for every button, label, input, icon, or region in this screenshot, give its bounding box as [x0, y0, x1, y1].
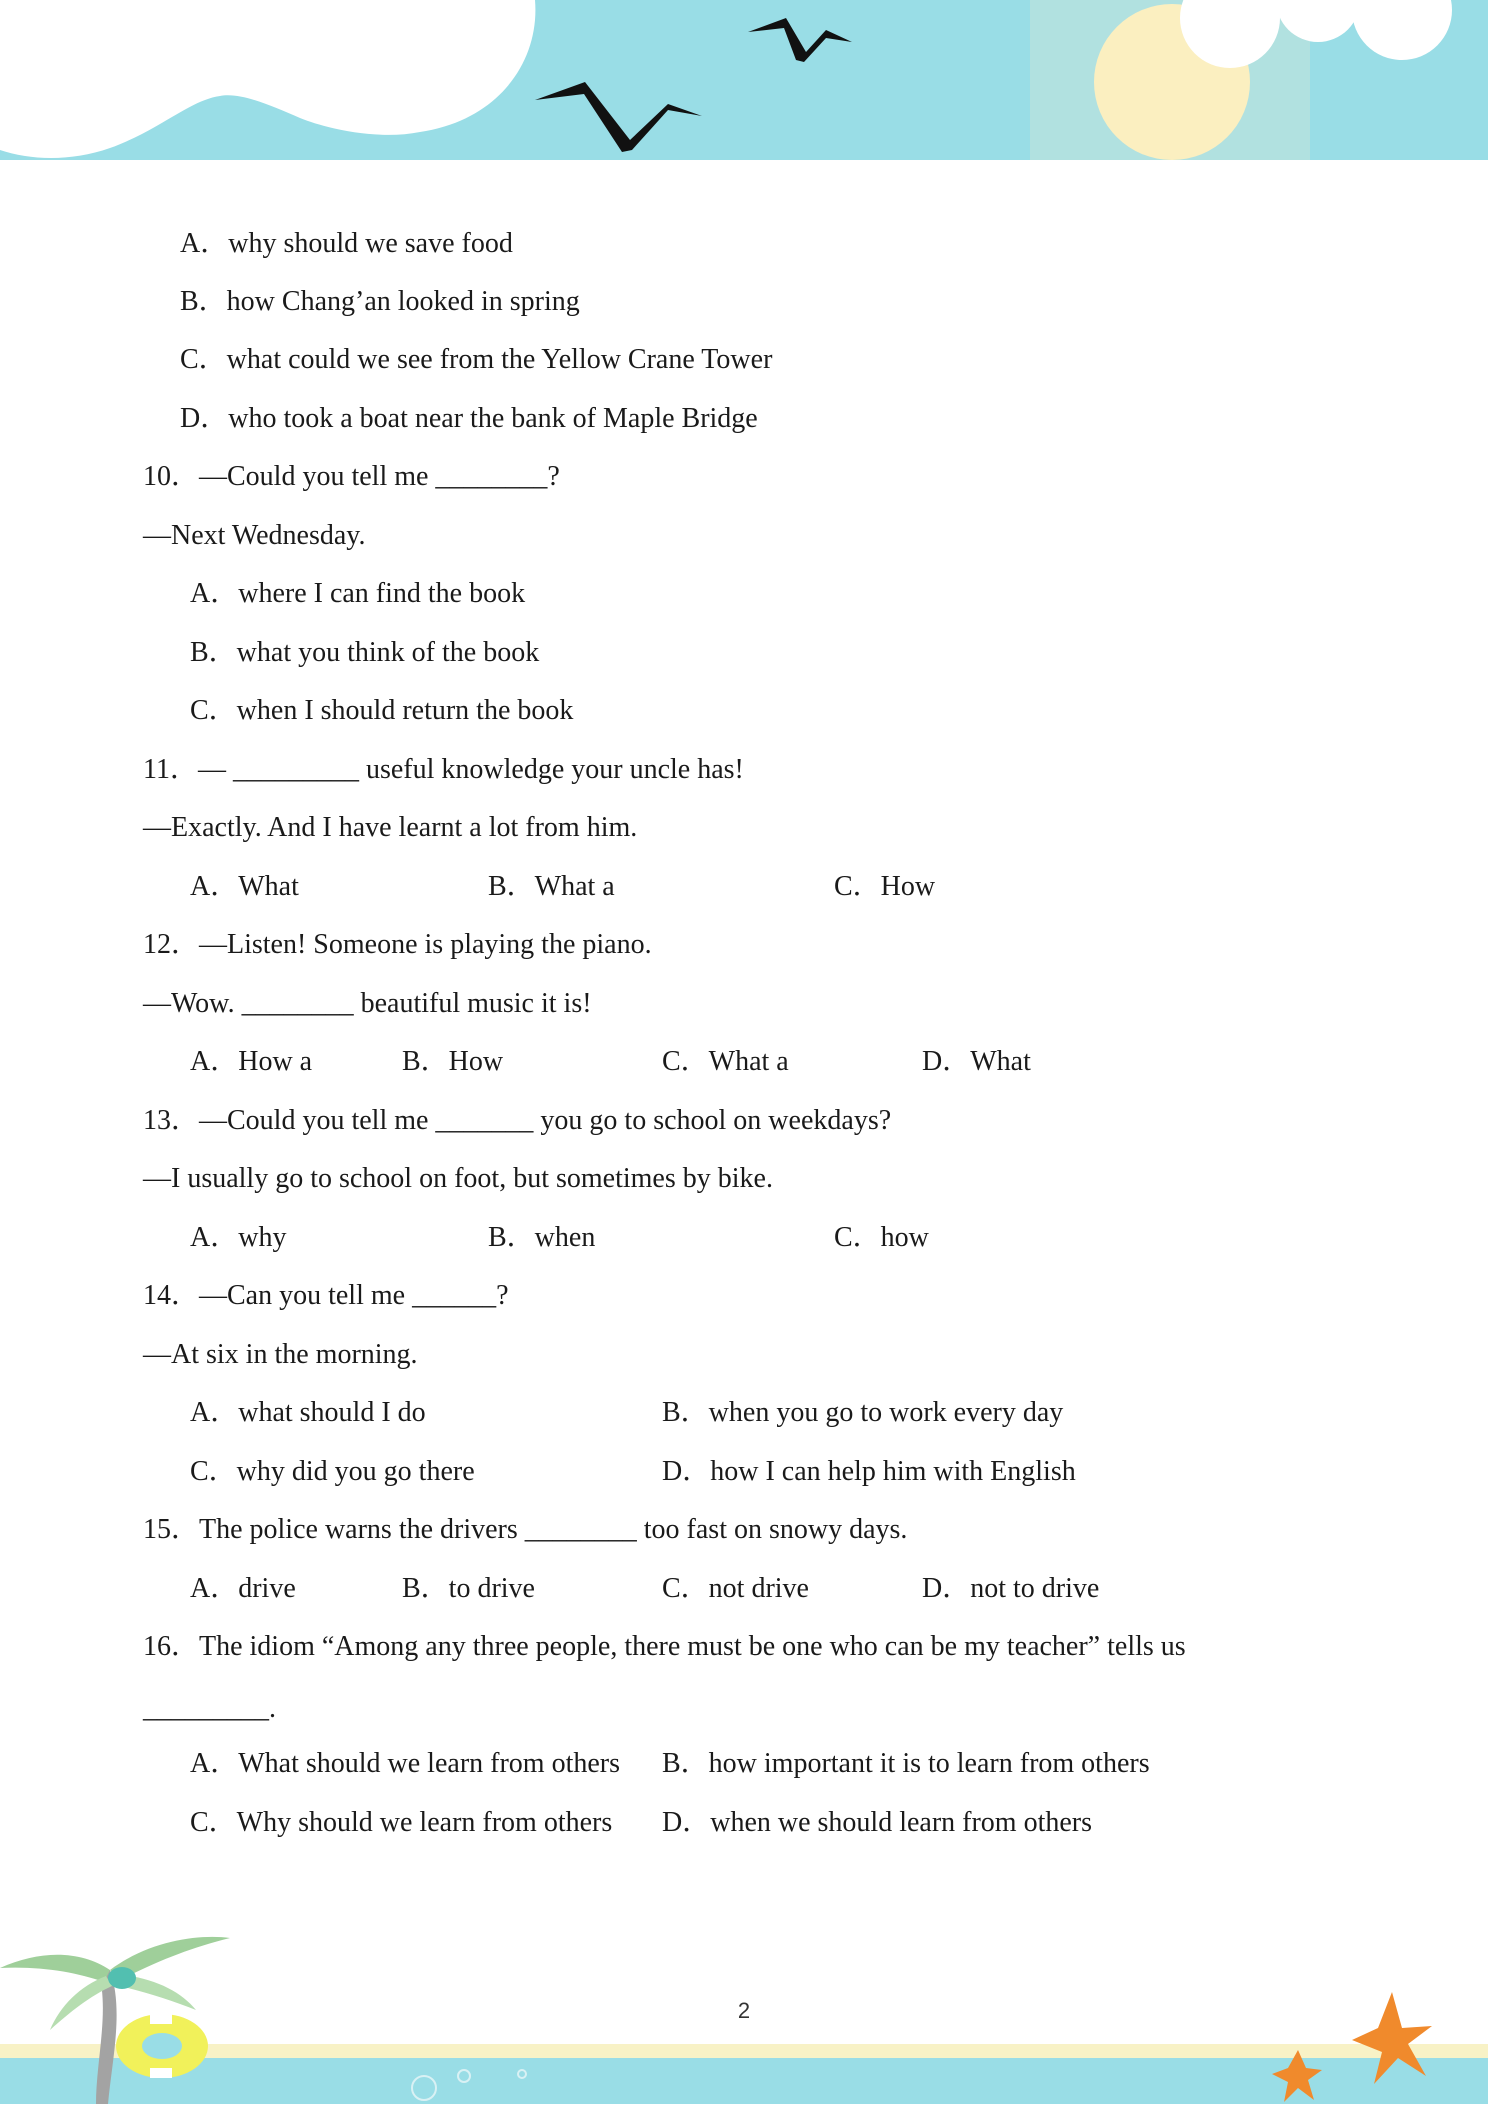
q10-option-a: A．where I can find the book: [190, 578, 526, 609]
q16-option-d: D．when we should learn from others: [662, 1807, 1093, 1838]
q15-option-b: B．to drive: [402, 1573, 535, 1604]
q10-option-c: C．when I should return the book: [190, 695, 574, 726]
q9-option-c: C．what could we see from the Yellow Crane Tower: [180, 344, 773, 375]
q16-option-b: B．how important it is to learn from others: [662, 1748, 1150, 1779]
q11-option-c: C．How: [834, 871, 936, 902]
q11-option-a: A．What: [190, 871, 299, 902]
q12-option-b: B．How: [402, 1046, 504, 1077]
q11-option-b: B．What a: [488, 871, 615, 902]
q13-option-c: C．how: [834, 1222, 929, 1253]
q14-reply: —At six in the morning.: [143, 1339, 418, 1370]
q12-option-a: A．How a: [190, 1046, 313, 1077]
q14-option-a: A．what should I do: [190, 1397, 426, 1428]
q16-stem-continued: _________.: [143, 1693, 276, 1724]
q16-stem: 16．The idiom “Among any three people, there must be one who can be my teacher” tells us: [143, 1631, 1186, 1662]
q13-stem: 13．—Could you tell me _______ you go to school on weekdays?: [143, 1105, 892, 1136]
q12-option-c: C．What a: [662, 1046, 789, 1077]
q15-option-c: C．not drive: [662, 1573, 809, 1604]
q10-reply: —Next Wednesday.: [143, 520, 366, 551]
q14-option-b: B．when you go to work every day: [662, 1397, 1064, 1428]
q12-stem: 12．—Listen! Someone is playing the piano.: [143, 929, 652, 960]
q16-option-a: A．What should we learn from others: [190, 1748, 620, 1779]
q11-reply: —Exactly. And I have learnt a lot from him.: [143, 812, 638, 843]
q14-stem: 14．—Can you tell me ______?: [143, 1280, 509, 1311]
q11-stem: 11．— _________ useful knowledge your uncle has!: [143, 754, 744, 785]
q9-option-a: A．why should we save food: [180, 228, 513, 259]
q15-stem: 15．The police warns the drivers ________ too fast on snowy days.: [143, 1514, 908, 1545]
q15-option-d: D．not to drive: [922, 1573, 1100, 1604]
q10-stem: 10．—Could you tell me ________?: [143, 461, 560, 492]
q13-reply: —I usually go to school on foot, but sometimes by bike.: [143, 1163, 773, 1194]
q14-option-c: C．why did you go there: [190, 1456, 475, 1487]
q9-option-b: B．how Chang’an looked in spring: [180, 286, 580, 317]
q15-option-a: A．drive: [190, 1573, 296, 1604]
q9-option-d: D．who took a boat near the bank of Maple Bridge: [180, 403, 758, 434]
q16-option-c: C．Why should we learn from others: [190, 1807, 613, 1838]
q14-option-d: D．how I can help him with English: [662, 1456, 1076, 1487]
q12-option-d: D．What: [922, 1046, 1031, 1077]
q13-option-a: A．why: [190, 1222, 287, 1253]
page-number: 2: [737, 1998, 751, 2023]
q13-option-b: B．when: [488, 1222, 596, 1253]
q10-option-b: B．what you think of the book: [190, 637, 540, 668]
q12-reply: —Wow. ________ beautiful music it is!: [143, 988, 592, 1019]
